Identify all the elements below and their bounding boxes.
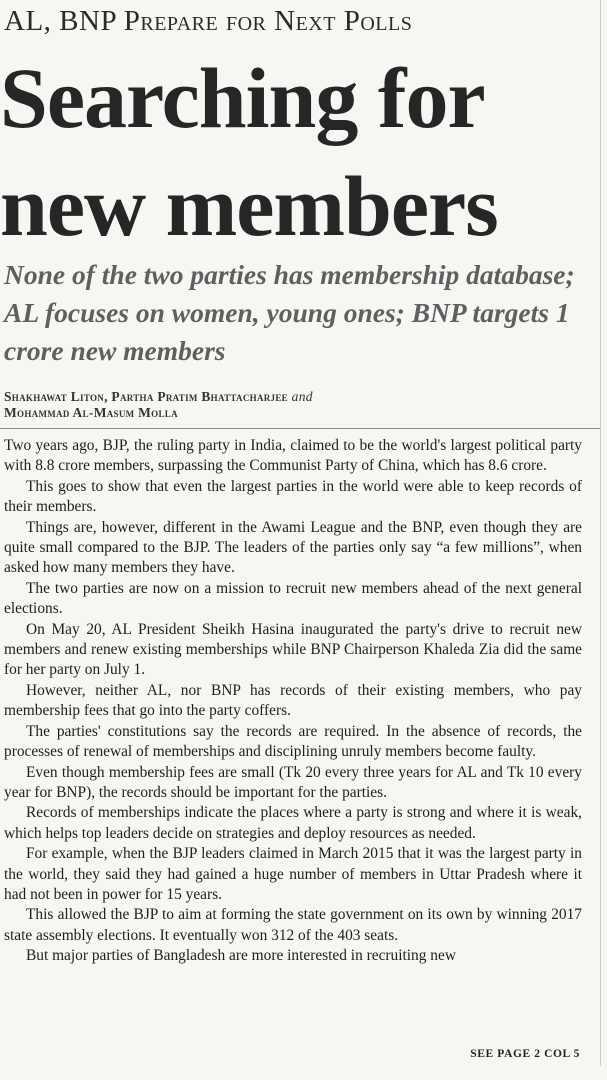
subhead: None of the two parties has membership database; AL focuses on women, young ones; BNP targets 1 crore new members (4, 259, 575, 366)
paragraph: For example, when the BJP leaders claimed in March 2015 that it was the largest party in the world, they said they had gained a huge number of members in Uttar Pradesh where it had not been in power for 15 years. (4, 845, 582, 903)
paragraph: Two years ago, BJP, the ruling party in India, claimed to be the world's largest political party with 8.8 crore members, surpassing the Communist Party of China, which has 8.6 crore. (4, 437, 582, 475)
byline-and: and (291, 389, 313, 404)
paragraph: On May 20, AL President Sheikh Hasina inaugurated the party's drive to recruit new members and renew existing memberships while BNP Chairperson Khaleda Zia did the same for her party on July 1. (4, 620, 582, 679)
byline-authors: Shakhawat Liton, Partha Pratim Bhattacharjee (4, 389, 288, 404)
headline-line-1: Searching for (0, 50, 485, 146)
paragraph: However, neither AL, nor BNP has records of their existing members, who pay membership fees that go into the party coffers. (4, 681, 582, 720)
paragraph: The two parties are now on a mission to recruit new members ahead of the next general elections. (4, 579, 582, 618)
byline-last-author: Mohammad Al-Masum Molla (4, 405, 178, 420)
paragraph: This goes to show that even the largest parties in the world were able to keep records of their members. (4, 477, 582, 516)
kicker: AL, BNP Prepare for Next Polls (4, 5, 413, 37)
paragraph: Records of memberships indicate the places where a party is strong and where it is weak, which helps top leaders decide on strategies and deploy resources as needed. (4, 804, 582, 842)
headline (0, 44, 600, 260)
column-rule (600, 0, 601, 1066)
paragraph: This allowed the BJP to aim at forming the state government on its own by winning 2017 state assembly elections. It eventually won 312 of the 403 seats. (4, 906, 582, 944)
paragraph: Even though membership fees are small (Tk 20 every three years for AL and Tk 10 every year for BNP), the records should be important for the parties. (4, 763, 582, 801)
article-body (4, 436, 582, 967)
divider (0, 428, 600, 429)
byline (4, 389, 594, 421)
paragraph: Things are, however, different in the Awami League and the BNP, even though they are quite small compared to the BJP. The leaders of the parties only say “a few millions”, when asked how many members they have. (4, 518, 582, 577)
continued-jump-line: SEE PAGE 2 COL 5 (470, 1048, 580, 1060)
paragraph: The parties' constitutions say the records are required. In the absence of records, the processes of renewal of memberships and disciplining unruly members become faulty. (4, 722, 582, 761)
headline-line-2: new members (0, 158, 498, 254)
paragraph: But major parties of Bangladesh are more interested in recruiting new (26, 947, 456, 965)
